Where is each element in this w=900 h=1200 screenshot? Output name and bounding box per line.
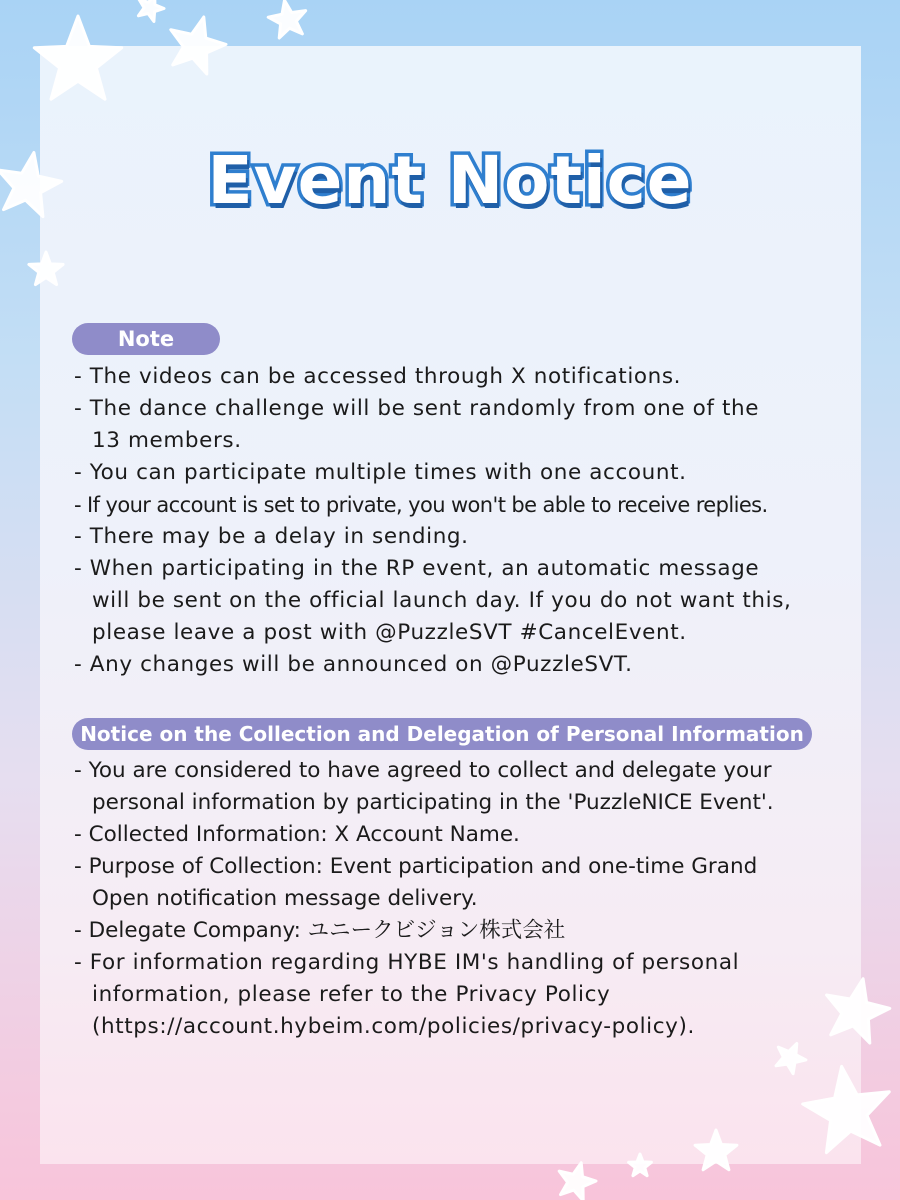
star-icon xyxy=(138,0,164,22)
list-item: - There may be a delay in sending. xyxy=(74,524,469,549)
star-icon xyxy=(268,0,306,38)
list-item: - Purpose of Collection: Event participation and one-time Grand Open notification message delivery. xyxy=(74,854,758,911)
list-item: - The videos can be accessed through X notifications. xyxy=(74,364,682,389)
privacy-list xyxy=(74,755,844,1043)
page-title: Event Notice xyxy=(207,142,693,219)
list-item: - The dance challenge will be sent randomly from one of the 13 members. xyxy=(74,396,760,453)
list-item: - You are considered to have agreed to collect and delegate your personal information by participating in the 'PuzzleNICE Event'. xyxy=(74,758,774,815)
section-heading-note: Note xyxy=(72,323,220,355)
section-heading-privacy: Notice on the Collection and Delegation of Personal Information xyxy=(72,718,812,750)
star-icon xyxy=(559,1163,596,1200)
note-list xyxy=(74,361,844,681)
list-item: - Delegate Company: ユニークビジョン株式会社 xyxy=(74,918,566,943)
list-item: - When participating in the RP event, an automatic message will be sent on the official launch day. If you do not want this, please leave a post with @PuzzleSVT #CancelEvent. xyxy=(74,556,792,645)
list-item: - If your account is set to private, you won't be able to receive replies. xyxy=(74,493,768,517)
list-item: - For information regarding HYBE IM's handling of personal information, please refer to the Privacy Policy (https://account.hybeim.com/policies/privacy-policy). xyxy=(74,950,740,1039)
list-item: - Collected Information: X Account Name. xyxy=(74,822,520,847)
list-item: - You can participate multiple times with one account. xyxy=(74,460,687,485)
list-item: - Any changes will be announced on @PuzzleSVT. xyxy=(74,652,633,677)
